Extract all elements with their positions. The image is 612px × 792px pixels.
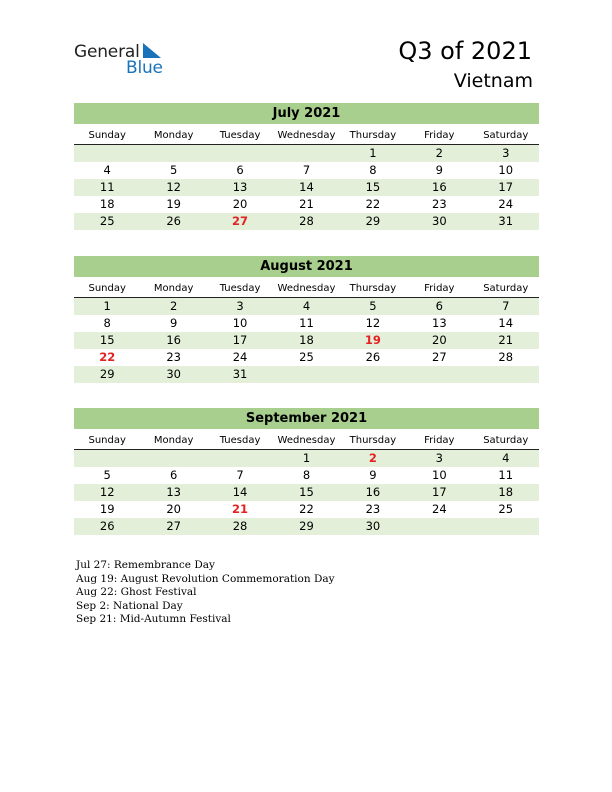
day-cell — [473, 366, 539, 383]
weekday-label: Sunday — [88, 283, 126, 294]
day-cell: 11 — [299, 316, 314, 330]
holiday-day-cell: 22 — [99, 350, 116, 364]
day-cell: 16 — [365, 485, 381, 499]
day-cell: 23 — [365, 502, 381, 516]
month-calendar — [74, 256, 539, 383]
day-cell: 12 — [99, 485, 115, 499]
weekday-label: Tuesday — [219, 130, 261, 141]
weekday-label: Saturday — [483, 130, 529, 141]
day-cell: 6 — [435, 299, 443, 313]
day-cell: 27 — [166, 519, 181, 533]
day-cell: 18 — [99, 197, 115, 211]
day-cell: 8 — [369, 163, 377, 177]
month-title: August 2021 — [74, 256, 539, 277]
holiday-note: Sep 21: Mid-Autumn Festival — [76, 613, 231, 625]
day-cell — [140, 450, 206, 467]
week-row — [74, 179, 539, 196]
day-cell: 28 — [232, 519, 248, 533]
day-cell: 28 — [498, 350, 514, 364]
day-cell: 13 — [166, 485, 181, 499]
logo-text-blue: Blue — [126, 58, 163, 78]
day-cell: 21 — [498, 333, 514, 347]
day-cell — [406, 518, 472, 535]
page-title: Q3 of 2021 — [398, 37, 532, 65]
day-cell: 19 — [99, 502, 115, 516]
week-row — [74, 501, 539, 518]
week-row — [74, 518, 539, 535]
day-cell: 26 — [365, 350, 381, 364]
day-cell: 28 — [299, 214, 314, 228]
day-cell: 23 — [432, 197, 447, 211]
logo-text-general: General — [74, 42, 140, 62]
day-cell: 10 — [498, 163, 514, 177]
day-cell: 25 — [99, 214, 115, 228]
day-cell: 19 — [166, 197, 181, 211]
day-cell: 20 — [166, 502, 181, 516]
day-cell: 17 — [498, 180, 514, 194]
weekday-label: Tuesday — [219, 435, 261, 446]
generalblue-logo — [74, 42, 174, 78]
day-cell: 18 — [299, 333, 314, 347]
country-name: Vietnam — [453, 70, 533, 92]
weekday-label: Wednesday — [277, 283, 336, 294]
day-cell: 9 — [369, 468, 377, 482]
weekday-header-row — [74, 280, 539, 298]
day-cell: 17 — [432, 485, 447, 499]
day-cell: 15 — [299, 485, 314, 499]
month-title: July 2021 — [74, 103, 539, 124]
day-cell: 7 — [502, 299, 510, 313]
day-cell: 12 — [166, 180, 181, 194]
week-row — [74, 196, 539, 213]
day-cell: 13 — [232, 180, 248, 194]
weekday-label: Wednesday — [277, 130, 336, 141]
day-cell: 11 — [99, 180, 115, 194]
weekday-label: Sunday — [88, 435, 126, 446]
week-row — [74, 349, 539, 366]
day-cell: 9 — [435, 163, 443, 177]
day-cell: 27 — [432, 350, 447, 364]
day-cell: 11 — [498, 468, 514, 482]
weekday-label: Monday — [153, 130, 194, 141]
month-calendar — [74, 103, 539, 230]
day-cell: 5 — [103, 468, 111, 482]
day-cell: 3 — [236, 299, 244, 313]
day-cell: 7 — [302, 163, 311, 177]
week-row — [74, 450, 539, 467]
holiday-note: Aug 22: Ghost Festival — [76, 586, 197, 598]
day-cell: 23 — [166, 350, 181, 364]
day-cell — [74, 450, 140, 467]
day-cell: 1 — [302, 451, 311, 465]
day-cell: 4 — [502, 451, 510, 465]
day-cell: 12 — [365, 316, 381, 330]
weekday-label: Monday — [153, 283, 194, 294]
day-cell: 30 — [365, 519, 381, 533]
month-calendar — [74, 408, 539, 535]
day-cell: 5 — [169, 163, 178, 177]
month-title: September 2021 — [74, 408, 539, 429]
day-cell: 29 — [365, 214, 381, 228]
weekday-label: Thursday — [349, 435, 397, 446]
week-row — [74, 366, 539, 383]
day-cell: 24 — [498, 197, 514, 211]
day-cell: 5 — [369, 299, 377, 313]
day-cell — [140, 145, 206, 162]
weekday-label: Wednesday — [277, 435, 336, 446]
day-cell: 21 — [299, 197, 314, 211]
weekday-label: Thursday — [349, 283, 397, 294]
day-cell: 9 — [169, 316, 178, 330]
day-cell: 25 — [498, 502, 514, 516]
holiday-day-cell: 21 — [232, 502, 249, 516]
logo-triangle-icon — [141, 43, 163, 59]
week-row — [74, 298, 539, 315]
day-cell: 20 — [432, 333, 447, 347]
weekday-label: Friday — [424, 435, 455, 446]
day-cell — [74, 145, 140, 162]
day-cell: 24 — [432, 502, 447, 516]
week-row — [74, 467, 539, 484]
day-cell: 14 — [299, 180, 314, 194]
day-cell: 22 — [365, 197, 381, 211]
day-cell — [207, 145, 273, 162]
weekday-label: Friday — [424, 283, 455, 294]
day-cell: 10 — [432, 468, 447, 482]
holiday-day-cell: 27 — [232, 214, 249, 228]
day-cell: 1 — [369, 146, 377, 160]
day-cell: 31 — [232, 367, 248, 381]
day-cell: 8 — [103, 316, 111, 330]
weekday-label: Tuesday — [219, 283, 261, 294]
holiday-notes — [76, 559, 335, 627]
weekday-label: Saturday — [483, 283, 529, 294]
weekday-label: Saturday — [483, 435, 529, 446]
day-cell: 29 — [299, 519, 314, 533]
day-cell: 3 — [502, 146, 510, 160]
weekday-label: Thursday — [349, 130, 397, 141]
day-cell: 1 — [103, 299, 111, 313]
day-cell: 13 — [432, 316, 447, 330]
week-row — [74, 162, 539, 179]
day-cell: 20 — [232, 197, 248, 211]
day-cell: 2 — [169, 299, 178, 313]
day-cell: 31 — [498, 214, 514, 228]
week-row — [74, 332, 539, 349]
day-cell: 6 — [169, 468, 178, 482]
week-row — [74, 145, 539, 162]
weekday-label: Sunday — [88, 130, 126, 141]
day-cell: 14 — [232, 485, 248, 499]
day-cell: 10 — [232, 316, 248, 330]
day-cell: 30 — [166, 367, 181, 381]
day-cell: 4 — [103, 163, 111, 177]
holiday-note: Sep 2: National Day — [76, 599, 183, 612]
weekday-header-row — [74, 432, 539, 450]
week-row — [74, 484, 539, 501]
day-cell: 18 — [498, 485, 514, 499]
day-cell: 30 — [432, 214, 447, 228]
week-row — [74, 315, 539, 332]
day-cell: 6 — [236, 163, 244, 177]
day-cell: 15 — [365, 180, 381, 194]
day-cell: 16 — [432, 180, 447, 194]
day-cell: 4 — [302, 299, 311, 313]
day-cell — [340, 366, 406, 383]
holiday-day-cell: 19 — [364, 333, 381, 347]
day-cell: 16 — [166, 333, 181, 347]
day-cell — [473, 518, 539, 535]
day-cell — [273, 366, 339, 383]
day-cell: 26 — [99, 519, 115, 533]
day-cell: 29 — [99, 367, 115, 381]
day-cell — [406, 366, 472, 383]
day-cell: 8 — [302, 468, 311, 482]
day-cell: 2 — [435, 146, 443, 160]
day-cell: 3 — [435, 451, 443, 465]
day-cell: 14 — [498, 316, 514, 330]
day-cell — [207, 450, 273, 467]
weekday-label: Friday — [424, 130, 455, 141]
day-cell — [273, 145, 339, 162]
holiday-day-cell: 2 — [368, 451, 377, 465]
day-cell: 24 — [232, 350, 248, 364]
holiday-note: Aug 19: August Revolution Commemoration Day — [76, 572, 335, 585]
day-cell: 25 — [299, 350, 314, 364]
day-cell: 15 — [99, 333, 115, 347]
weekday-header-row — [74, 127, 539, 145]
day-cell: 22 — [299, 502, 314, 516]
day-cell: 17 — [232, 333, 248, 347]
day-cell: 26 — [166, 214, 181, 228]
weekday-label: Monday — [153, 435, 194, 446]
week-row — [74, 213, 539, 230]
day-cell: 7 — [236, 468, 244, 482]
holiday-note: Jul 27: Remembrance Day — [76, 559, 215, 571]
